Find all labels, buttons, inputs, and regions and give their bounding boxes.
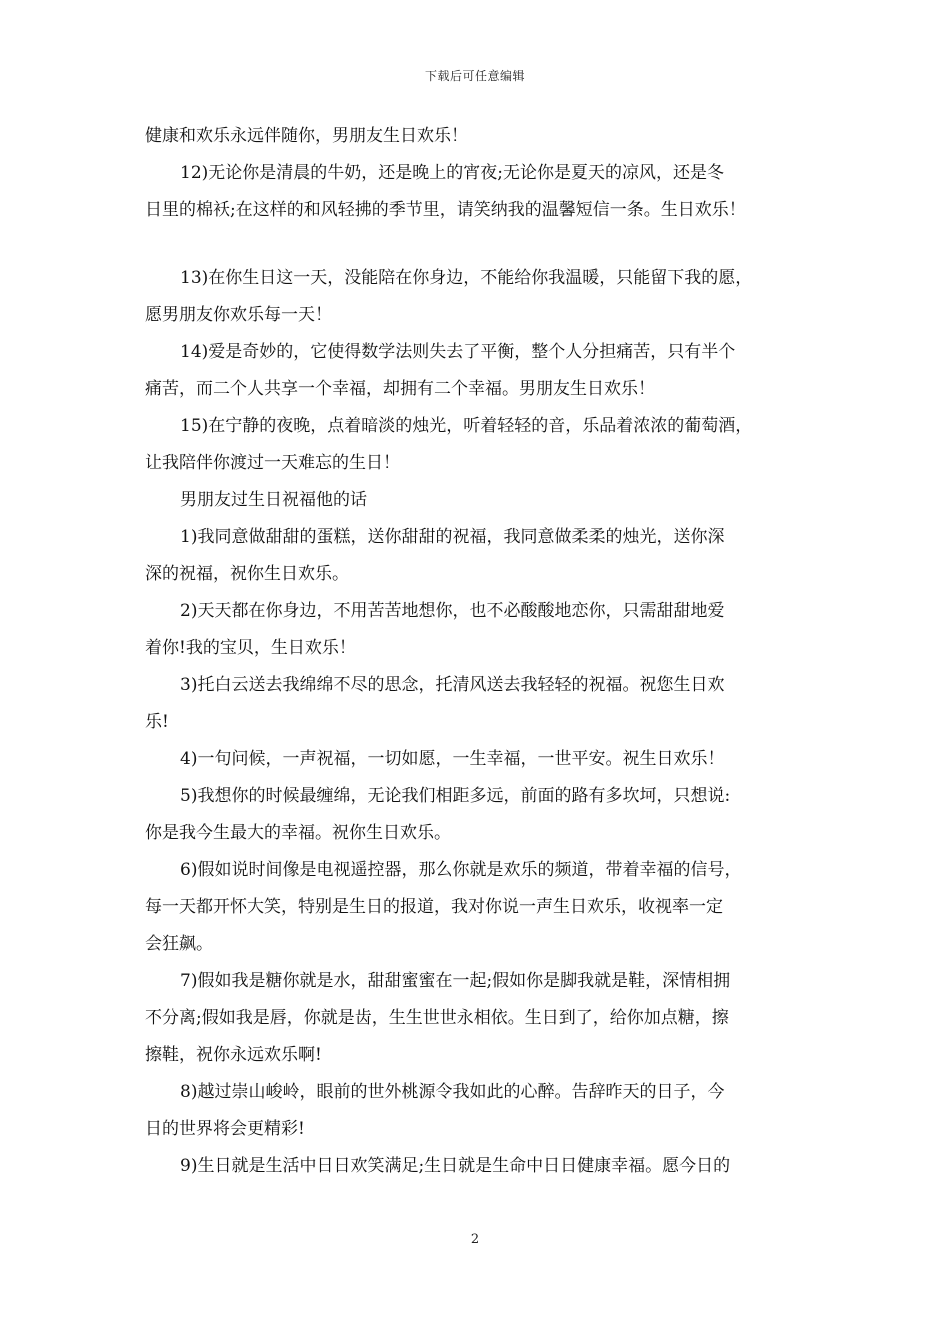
text-line: 健康和欢乐永远伴随你，男朋友生日欢乐！	[145, 126, 468, 146]
text-line: 6)假如说时间像是电视遥控器，那么你就是欢乐的频道，带着幸福的信号，	[180, 860, 742, 880]
text-line: 日的世界将会更精彩!	[145, 1119, 305, 1139]
text-line: 擦鞋，祝你永远欢乐啊!	[145, 1045, 322, 1065]
text-line: 痛苦，而二个人共享一个幸福，却拥有二个幸福。男朋友生日欢乐！	[145, 379, 655, 399]
text-line: 7)假如我是糖你就是水，甜甜蜜蜜在一起;假如你是脚我就是鞋，深情相拥	[180, 971, 731, 991]
text-line: 12)无论你是清晨的牛奶，还是晚上的宵夜;无论你是夏天的凉风，还是冬	[180, 163, 724, 183]
text-line: 2)天天都在你身边，不用苦苦地想你，也不必酸酸地恋你，只需甜甜地爱	[180, 601, 725, 621]
text-line: 15)在宁静的夜晚，点着暗淡的烛光，听着轻轻的音，乐品着浓浓的葡萄酒，	[180, 416, 753, 436]
text-line: 8)越过崇山峻岭，眼前的世外桃源令我如此的心醉。告辞昨天的日子，今	[180, 1082, 725, 1102]
section-heading: 男朋友过生日祝福他的话	[180, 490, 367, 510]
text-line: 4)一句问候，一声祝福，一切如愿，一生幸福，一世平安。祝生日欢乐！	[180, 749, 725, 769]
text-line: 14)爱是奇妙的，它使得数学法则失去了平衡，整个人分担痛苦，只有半个	[180, 342, 736, 362]
text-line: 每一天都开怀大笑，特别是生日的报道，我对你说一声生日欢乐，收视率一定	[145, 897, 723, 917]
text-line: 让我陪伴你渡过一天难忘的生日！	[145, 453, 400, 473]
text-line: 5)我想你的时候最缠绵，无论我们相距多远，前面的路有多坎坷，只想说:	[180, 786, 731, 806]
text-line: 着你!我的宝贝，生日欢乐！	[145, 638, 356, 658]
page-number: 2	[470, 1232, 480, 1247]
text-line: 乐!	[145, 712, 169, 732]
text-line: 愿男朋友你欢乐每一天！	[145, 305, 332, 325]
text-line: 你是我今生最大的幸福。祝你生日欢乐。	[145, 823, 451, 843]
paragraph-gap	[145, 229, 817, 260]
text-line: 9)生日就是生活中日日欢笑满足;生日就是生命中日日健康幸福。愿今日的	[180, 1156, 731, 1176]
text-line: 深的祝福，祝你生日欢乐。	[145, 564, 349, 584]
text-line: 13)在你生日这一天，没能陪在你身边，不能给你我温暖，只能留下我的愿，	[180, 268, 753, 288]
text-line: 不分离;假如我是唇，你就是齿，生生世世永相依。生日到了，给你加点糖，擦	[145, 1008, 729, 1028]
page-header: 下载后可任意编辑	[424, 69, 525, 83]
text-line: 1)我同意做甜甜的蛋糕，送你甜甜的祝福，我同意做柔柔的烛光，送你深	[180, 527, 725, 547]
text-line: 日里的棉袄;在这样的和风轻拂的季节里，请笑纳我的温馨短信一条。生日欢乐！	[145, 200, 746, 220]
text-line: 3)托白云送去我绵绵不尽的思念，托清风送去我轻轻的祝福。祝您生日欢	[180, 675, 725, 695]
document-body	[145, 118, 817, 1185]
text-line: 会狂飙。	[145, 934, 213, 954]
